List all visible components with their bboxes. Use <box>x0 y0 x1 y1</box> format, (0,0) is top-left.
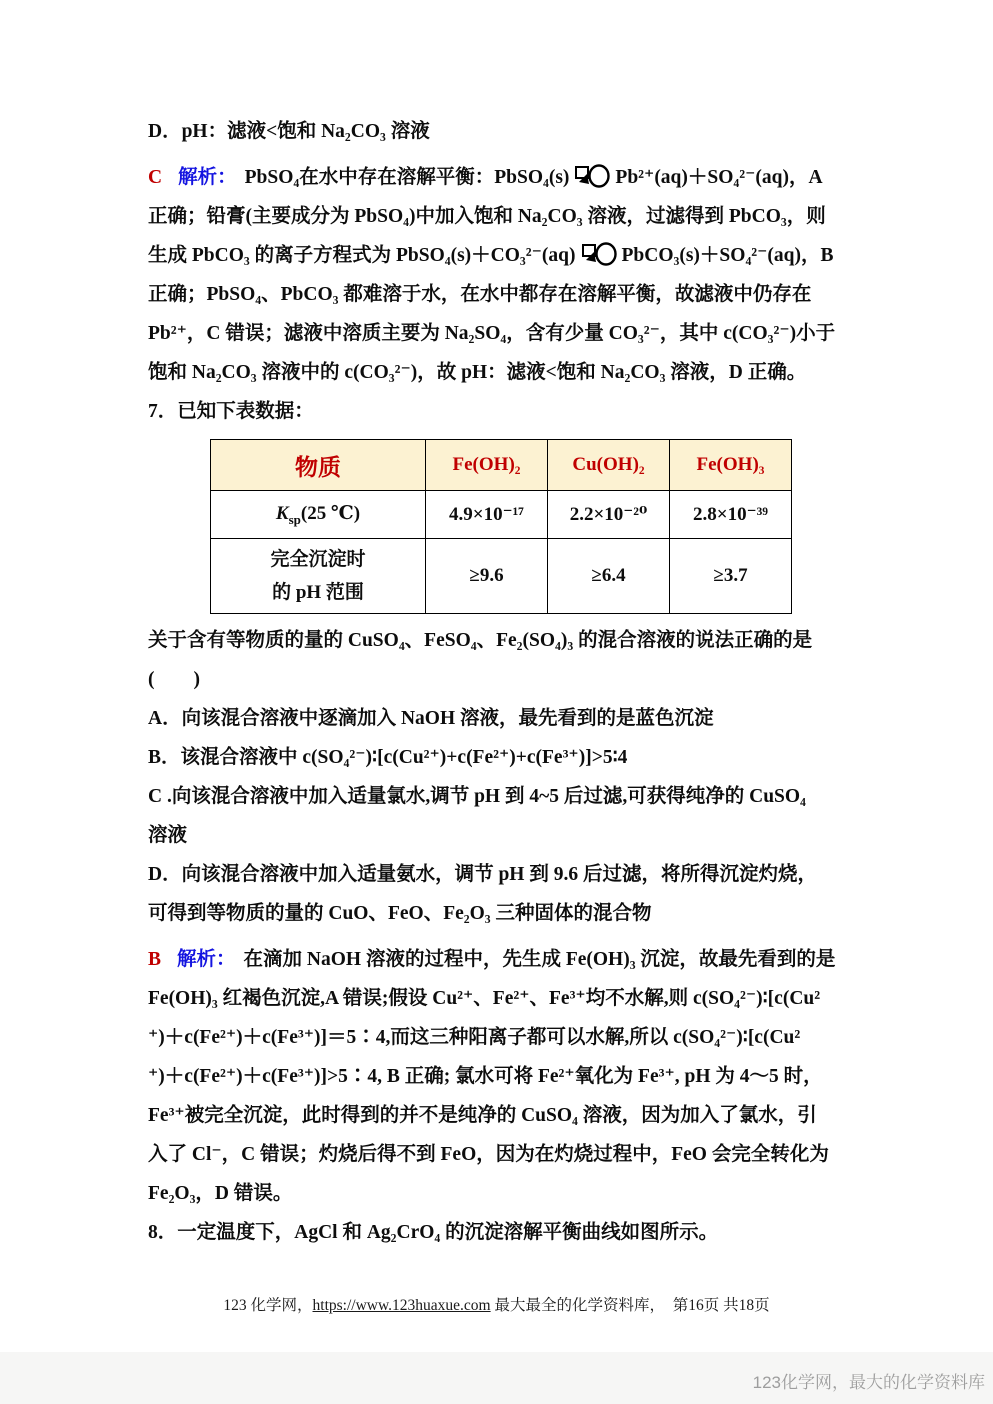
option-d-line-1: D．向该混合溶液中加入适量氨水，调节 pH 到 9.6 后过滤，将所得沉淀灼烧， <box>148 864 817 885</box>
table-header-feoh3: Fe(OH)₃ <box>670 440 792 491</box>
option-c-line-1: C .向该混合溶液中加入适量氯水,调节 pH 到 4~5 后过滤,可获得纯净的 CuSO₄ <box>148 786 806 807</box>
option-d-line-2: 可得到等物质的量的 CuO、FeO、Fe₂O₃ 三种固体的混合物 <box>148 903 652 924</box>
ksp-row-label <box>211 491 426 539</box>
page-footer <box>0 1293 993 1315</box>
option-c-line-2: 溶液 <box>148 825 188 846</box>
ksp-data-table <box>210 439 792 614</box>
table-ksp-row <box>211 491 792 539</box>
analysis-c-line-3-post: PbCO₃(s)＋SO₄²⁻(aq)，B <box>621 245 834 266</box>
table-header-cuoh2: Cu(OH)₂ <box>548 440 670 491</box>
analysis-b-line-1 <box>148 940 862 979</box>
footer-site-url[interactable]: https://www.123huaxue.com <box>312 1297 491 1314</box>
ksp-subscript: sp <box>288 511 301 527</box>
analysis-c-line-5: Pb²⁺，C 错误；滤液中溶质主要为 Na₂SO₄，含有少量 CO₃²⁻，其中 c(CO₃²⁻)小于 <box>148 323 836 344</box>
ph-row-label <box>211 539 426 614</box>
option-a: A．向该混合溶液中逐滴加入 NaOH 溶液，最先看到的是蓝色沉淀 <box>148 708 714 729</box>
analysis-b-line-1-text: 在滴加 NaOH 溶液的过程中，先生成 Fe(OH)₃ 沉淀，故最先看到的是 <box>243 949 836 970</box>
ph-value-feoh3: ≥3.7 <box>670 539 792 614</box>
ksp-temperature: (25 ℃) <box>300 502 361 524</box>
analysis-c-line-1 <box>148 158 862 197</box>
answer-letter-b: B <box>148 949 162 970</box>
option-d-previous-question: D．pH：滤液<饱和 Na₂CO₃ 溶液 <box>148 121 430 142</box>
table-header-feoh2: Fe(OH)₂ <box>426 440 548 491</box>
analysis-c-line-4: 正确；PbSO₄、PbCO₃ 都难溶于水，在水中都存在溶解平衡，故滤液中仍存在 <box>148 284 812 305</box>
analysis-b-line-6: 入了 Cl⁻，C 错误；灼烧后得不到 FeO，因为在灼烧过程中，FeO 会完全转化为 <box>148 1144 829 1165</box>
analysis-b-line-3: ⁺)＋c(Fe²⁺)＋c(Fe³⁺)]＝5∶4,而这三种阳离子都可以水解,所以 c(SO₄²⁻)∶[c(Cu² <box>148 1027 801 1048</box>
analysis-c-line-3 <box>148 236 862 275</box>
analysis-c-line-1-post: Pb²⁺(aq)＋SO₄²⁻(aq)，A <box>615 167 823 188</box>
table-header-row <box>211 440 792 491</box>
question-7-stem-2: 关于含有等物质的量的 CuSO₄、FeSO₄、Fe₂(SO₄)₃ 的混合溶液的说法正确的是 <box>148 630 813 651</box>
analysis-c-line-1-pre: PbSO₄在水中存在溶解平衡：PbSO₄(s) <box>244 167 570 188</box>
footer-site-name: 123 化学网， <box>223 1297 313 1314</box>
table-header-substance: 物质 <box>211 440 426 491</box>
analysis-b-line-7: Fe₂O₃，D 错误。 <box>148 1183 293 1204</box>
answer-letter-c: C <box>148 167 163 188</box>
table-ph-row <box>211 539 792 614</box>
ksp-value-feoh3: 2.8×10⁻³⁹ <box>670 491 792 539</box>
analysis-b-line-5: Fe³⁺被完全沉淀，此时得到的并不是纯净的 CuSO₄ 溶液，因为加入了氯水，引 <box>148 1105 817 1126</box>
analysis-b-paragraph <box>148 940 862 1213</box>
ksp-symbol: K <box>275 502 289 524</box>
option-b: B．该混合溶液中 c(SO₄²⁻)∶[c(Cu²⁺)+c(Fe²⁺)+c(Fe³⁺)]>5∶4 <box>148 747 628 768</box>
question-7-answer-bracket: ( ) <box>148 669 200 690</box>
analysis-c-paragraph <box>148 158 862 392</box>
question-8-stem: 8．一定温度下，AgCl 和 Ag₂CrO₄ 的沉淀溶解平衡曲线如图所示。 <box>148 1222 719 1243</box>
analysis-b-line-2: Fe(OH)₃ 红褐色沉淀,A 错误;假设 Cu²⁺、Fe²⁺、Fe³⁺均不水解,则 c(SO₄²⁻)∶[c(Cu² <box>148 988 821 1009</box>
ph-label-line-2: 的 pH 范围 <box>272 582 364 603</box>
analysis-c-line-3-pre: 生成 PbCO₃ 的离子方程式为 PbSO₄(s)＋CO₃²⁻(aq) <box>148 245 576 266</box>
ph-value-cuoh2: ≥6.4 <box>548 539 670 614</box>
page-content <box>148 112 862 1252</box>
analysis-b-line-4: ⁺)＋c(Fe²⁺)＋c(Fe³⁺)]>5∶4, B 正确; 氯水可将 Fe²⁺氧化为 Fe³⁺, pH 为 4～5 时， <box>148 1066 823 1087</box>
analysis-c-line-6: 饱和 Na₂CO₃ 溶液中的 c(CO₃²⁻)，故 pH：滤液<饱和 Na₂CO₃ 溶液，D 正确。 <box>148 362 807 383</box>
ksp-value-cuoh2: 2.2×10⁻²⁰ <box>548 491 670 539</box>
analysis-label: 解析： <box>177 949 236 970</box>
ph-value-feoh2: ≥9.6 <box>426 539 548 614</box>
analysis-label: 解析： <box>178 167 237 188</box>
analysis-c-line-2: 正确；铅膏(主要成分为 PbSO₄)中加入饱和 Na₂CO₃ 溶液，过滤得到 PbCO₃，则 <box>148 206 826 227</box>
question-7-stem: 7．已知下表数据： <box>148 401 314 422</box>
footer-tagline-page-number: 最大最全的化学资料库， 第16页 共18页 <box>490 1297 770 1314</box>
watermark: 123化学网，最大的化学资料库 <box>752 1373 985 1392</box>
ph-label-line-1: 完全沉淀时 <box>270 549 366 570</box>
ksp-value-feoh2: 4.9×10⁻¹⁷ <box>426 491 548 539</box>
